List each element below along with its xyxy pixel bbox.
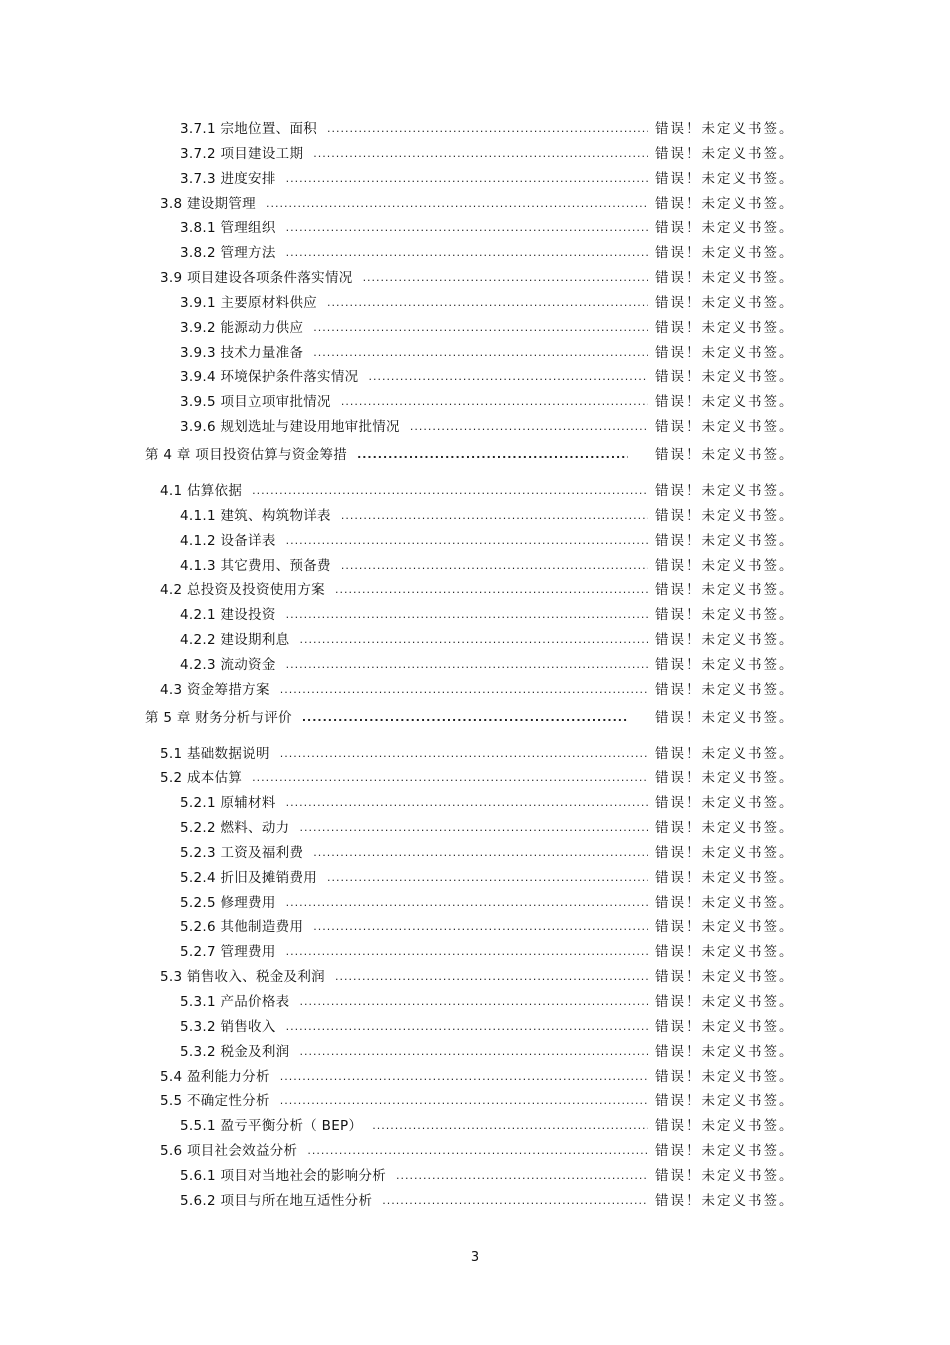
toc-entry-label: 5.3.2 销售收入 xyxy=(180,1015,282,1040)
toc-page-reference: 错误！未定义书签。 xyxy=(655,582,795,599)
toc-entry-label: 5.2.4 折旧及摊销费用 xyxy=(180,866,323,891)
toc-dot-leader xyxy=(286,1015,648,1040)
toc-entry-label: 4.2.1 建设投资 xyxy=(180,603,282,628)
toc-page-reference: 错误！未定义书签。 xyxy=(655,745,795,762)
toc-dot-leader xyxy=(286,603,648,628)
toc-page-reference: 错误！未定义书签。 xyxy=(655,1043,795,1060)
toc-page-reference: 错误！未定义书签。 xyxy=(655,994,795,1010)
toc-entry[interactable] xyxy=(0,192,950,217)
toc-page-reference: 错误！未定义书签。 xyxy=(655,770,795,787)
toc-entry[interactable] xyxy=(0,1089,950,1114)
toc-entry[interactable] xyxy=(0,1040,950,1065)
toc-page-reference: 错误！未定义书签。 xyxy=(655,557,795,574)
toc-page-reference: 错误！未定义书签。 xyxy=(655,1167,795,1184)
toc-page-reference: 错误！未定义书签。 xyxy=(655,245,795,262)
toc-entry[interactable] xyxy=(0,603,950,628)
toc-dot-leader xyxy=(410,415,648,440)
toc-dot-leader xyxy=(252,479,648,504)
toc-dot-leader xyxy=(313,341,648,366)
toc-entry-label: 5.2.2 燃料、动力 xyxy=(180,816,295,841)
toc-page-reference: 错误！未定义书签。 xyxy=(655,482,795,499)
toc-dot-leader xyxy=(313,915,648,940)
toc-entry-label: 4.1.3 其它费用、预备费 xyxy=(180,554,337,579)
toc-entry[interactable] xyxy=(0,415,950,440)
toc-page-reference: 错误！未定义书签。 xyxy=(655,944,795,961)
toc-entry-label: 第 4 章 项目投资估算与资金筹措 xyxy=(145,443,353,467)
toc-page-reference: 错误！未定义书签。 xyxy=(655,607,795,624)
toc-entry[interactable] xyxy=(0,915,950,940)
toc-dot-leader xyxy=(266,192,648,217)
toc-chapter-entry[interactable] xyxy=(0,706,950,742)
toc-dot-leader xyxy=(327,866,648,891)
toc-entry[interactable] xyxy=(0,142,950,167)
toc-page-reference: 错误！未定义书签。 xyxy=(655,681,795,698)
toc-dot-leader xyxy=(372,1114,648,1139)
toc-entry[interactable] xyxy=(0,241,950,266)
toc-entry[interactable] xyxy=(0,1015,950,1040)
toc-page-reference: 错误！未定义书签。 xyxy=(655,869,795,886)
toc-entry-label: 3.9.1 主要原材料供应 xyxy=(180,291,323,316)
toc-entry[interactable] xyxy=(0,1114,950,1139)
toc-page-reference: 错误！未定义书签。 xyxy=(655,709,795,726)
toc-page-reference: 错误！未定义书签。 xyxy=(655,507,795,524)
toc-entry[interactable] xyxy=(0,316,950,341)
toc-dot-leader xyxy=(396,1164,648,1189)
toc-entry-label: 5.3.1 产品价格表 xyxy=(180,990,295,1015)
toc-dot-leader xyxy=(327,291,648,316)
toc-dot-leader xyxy=(286,940,648,965)
toc-entry[interactable] xyxy=(0,678,950,703)
toc-dot-leader xyxy=(299,628,648,653)
toc-entry[interactable] xyxy=(0,529,950,554)
toc-dot-leader xyxy=(252,766,648,791)
toc-dot-leader xyxy=(286,167,648,192)
toc-dot-leader xyxy=(280,1089,648,1114)
toc-page-reference: 错误！未定义书签。 xyxy=(655,1118,795,1135)
toc-page-reference: 错误！未定义书签。 xyxy=(655,820,795,837)
toc-entry[interactable] xyxy=(0,965,950,990)
toc-dot-leader xyxy=(299,990,648,1015)
toc-page-reference: 错误！未定义书签。 xyxy=(655,419,795,436)
toc-entry-label: 3.7.2 项目建设工期 xyxy=(180,142,309,167)
toc-page-reference: 错误！未定义书签。 xyxy=(655,1093,795,1110)
toc-page-reference: 错误！未定义书签。 xyxy=(655,145,795,162)
toc-dot-leader xyxy=(341,554,648,579)
toc-page-reference: 错误！未定义书签。 xyxy=(655,294,795,311)
toc-page-reference: 错误！未定义书签。 xyxy=(655,632,795,649)
toc-page-reference: 错误！未定义书签。 xyxy=(655,270,795,287)
toc-entry-label: 5.2.7 管理费用 xyxy=(180,940,282,965)
toc-page-reference: 错误！未定义书签。 xyxy=(655,969,795,986)
toc-dot-leader xyxy=(313,841,648,866)
toc-page-reference: 错误！未定义书签。 xyxy=(655,369,795,386)
toc-entry-label: 3.8.2 管理方法 xyxy=(180,241,282,266)
page-number: 3 xyxy=(470,1250,480,1265)
toc-entry-label: 5.2.1 原辅材料 xyxy=(180,791,282,816)
toc-page-reference: 错误！未定义书签。 xyxy=(655,1068,795,1085)
toc-entry[interactable] xyxy=(0,504,950,529)
toc-entry[interactable] xyxy=(0,479,950,504)
toc-dot-leader xyxy=(299,816,648,841)
toc-dot-leader xyxy=(382,1189,648,1214)
toc-entry-label: 5.1 基础数据说明 xyxy=(160,742,276,767)
toc-entry[interactable] xyxy=(0,841,950,866)
toc-entry-label: 3.8 建设期管理 xyxy=(160,192,262,217)
toc-page-reference: 错误！未定义书签。 xyxy=(655,1143,795,1160)
toc-entry-label: 4.2.3 流动资金 xyxy=(180,653,282,678)
toc-dot-leader xyxy=(286,216,648,241)
toc-entry[interactable] xyxy=(0,940,950,965)
toc-entry-label: 4.3 资金筹措方案 xyxy=(160,678,276,703)
toc-page-reference: 错误！未定义书签。 xyxy=(655,195,795,212)
toc-dot-leader xyxy=(357,443,628,467)
toc-dot-leader xyxy=(341,504,648,529)
toc-page-reference: 错误！未定义书签。 xyxy=(655,121,795,137)
table-of-contents xyxy=(0,117,950,1214)
toc-page-reference: 错误！未定义书签。 xyxy=(655,919,795,936)
toc-entry-label: 4.2 总投资及投资使用方案 xyxy=(160,578,331,603)
toc-entry-label: 5.2.3 工资及福利费 xyxy=(180,841,309,866)
toc-dot-leader xyxy=(280,678,648,703)
toc-entry[interactable] xyxy=(0,266,950,291)
toc-entry[interactable] xyxy=(0,653,950,678)
toc-dot-leader xyxy=(286,653,648,678)
toc-entry-label: 5.4 盈利能力分析 xyxy=(160,1065,276,1090)
toc-page-reference: 错误！未定义书签。 xyxy=(655,394,795,411)
toc-dot-leader xyxy=(286,529,648,554)
toc-entry-label: 4.1 估算依据 xyxy=(160,479,248,504)
toc-page-reference: 错误！未定义书签。 xyxy=(655,220,795,237)
toc-dot-leader xyxy=(327,117,648,142)
toc-dot-leader xyxy=(280,1065,648,1090)
toc-page-reference: 错误！未定义书签。 xyxy=(655,656,795,673)
toc-dot-leader xyxy=(363,266,648,291)
toc-entry[interactable] xyxy=(0,167,950,192)
toc-page-reference: 错误！未定义书签。 xyxy=(655,170,795,187)
toc-page-reference: 错误！未定义书签。 xyxy=(655,1192,795,1209)
toc-entry-label: 5.6.2 项目与所在地互适性分析 xyxy=(180,1189,378,1214)
toc-entry-label: 5.2.6 其他制造费用 xyxy=(180,915,309,940)
toc-dot-leader xyxy=(299,1040,648,1065)
toc-entry-label: 5.6.1 项目对当地社会的影响分析 xyxy=(180,1164,392,1189)
toc-entry-label: 5.6 项目社会效益分析 xyxy=(160,1139,303,1164)
toc-dot-leader xyxy=(313,316,648,341)
toc-entry[interactable] xyxy=(0,990,950,1015)
toc-entry-label: 3.9.5 项目立项审批情况 xyxy=(180,390,337,415)
toc-chapter-entry[interactable] xyxy=(0,443,950,479)
toc-entry-label: 5.2 成本估算 xyxy=(160,766,248,791)
toc-entry-label: 3.9.3 技术力量准备 xyxy=(180,341,309,366)
toc-entry-label: 5.5 不确定性分析 xyxy=(160,1089,276,1114)
toc-dot-leader xyxy=(286,891,648,916)
toc-entry[interactable] xyxy=(0,554,950,579)
toc-entry[interactable] xyxy=(0,117,950,142)
toc-dot-leader xyxy=(335,578,648,603)
toc-entry-label: 3.7.3 进度安排 xyxy=(180,167,282,192)
toc-entry[interactable] xyxy=(0,390,950,415)
toc-dot-leader xyxy=(341,390,648,415)
toc-page-reference: 错误！未定义书签。 xyxy=(655,844,795,861)
toc-entry-label: 3.9.6 规划选址与建设用地审批情况 xyxy=(180,415,406,440)
toc-entry[interactable] xyxy=(0,742,950,767)
toc-dot-leader xyxy=(307,1139,648,1164)
toc-page-reference: 错误！未定义书签。 xyxy=(655,1018,795,1035)
toc-entry[interactable] xyxy=(0,791,950,816)
toc-dot-leader xyxy=(286,241,648,266)
toc-entry[interactable] xyxy=(0,766,950,791)
toc-entry-label: 3.9.2 能源动力供应 xyxy=(180,316,309,341)
toc-entry-label: 3.9.4 环境保护条件落实情况 xyxy=(180,365,364,390)
toc-entry[interactable] xyxy=(0,891,950,916)
toc-entry[interactable] xyxy=(0,866,950,891)
toc-dot-leader xyxy=(286,791,648,816)
toc-page-reference: 错误！未定义书签。 xyxy=(655,795,795,812)
toc-entry-label: 4.2.2 建设期利息 xyxy=(180,628,295,653)
toc-entry-label: 3.7.1 宗地位置、面积 xyxy=(180,117,323,142)
toc-entry[interactable] xyxy=(0,341,950,366)
toc-entry[interactable] xyxy=(0,216,950,241)
toc-page-reference: 错误！未定义书签。 xyxy=(655,319,795,336)
toc-entry[interactable] xyxy=(0,1164,950,1189)
toc-page-reference: 错误！未定义书签。 xyxy=(655,344,795,361)
toc-entry-label: 5.2.5 修理费用 xyxy=(180,891,282,916)
toc-entry[interactable] xyxy=(0,1139,950,1164)
toc-entry[interactable] xyxy=(0,1065,950,1090)
toc-dot-leader xyxy=(335,965,648,990)
toc-entry[interactable] xyxy=(0,365,950,390)
toc-entry-label: 5.3.2 税金及利润 xyxy=(180,1040,295,1065)
toc-entry[interactable] xyxy=(0,1189,950,1214)
toc-page-reference: 错误！未定义书签。 xyxy=(655,894,795,911)
toc-entry-label: 第 5 章 财务分析与评价 xyxy=(145,706,298,730)
toc-entry-label: 3.8.1 管理组织 xyxy=(180,216,282,241)
toc-page-reference: 错误！未定义书签。 xyxy=(655,532,795,549)
toc-entry[interactable] xyxy=(0,291,950,316)
toc-entry-label: 4.1.1 建筑、构筑物详表 xyxy=(180,504,337,529)
toc-entry[interactable] xyxy=(0,816,950,841)
toc-dot-leader xyxy=(313,142,648,167)
toc-entry-label: 5.5.1 盈亏平衡分析（ BEP） xyxy=(180,1114,368,1139)
toc-page-reference: 错误！未定义书签。 xyxy=(655,446,795,463)
toc-dot-leader xyxy=(302,706,628,730)
toc-entry-label: 4.1.2 设备详表 xyxy=(180,529,282,554)
toc-entry-label: 3.9 项目建设各项条件落实情况 xyxy=(160,266,359,291)
toc-entry[interactable] xyxy=(0,628,950,653)
toc-dot-leader xyxy=(280,742,648,767)
toc-dot-leader xyxy=(368,365,648,390)
toc-entry[interactable] xyxy=(0,578,950,603)
toc-entry-label: 5.3 销售收入、税金及利润 xyxy=(160,965,331,990)
